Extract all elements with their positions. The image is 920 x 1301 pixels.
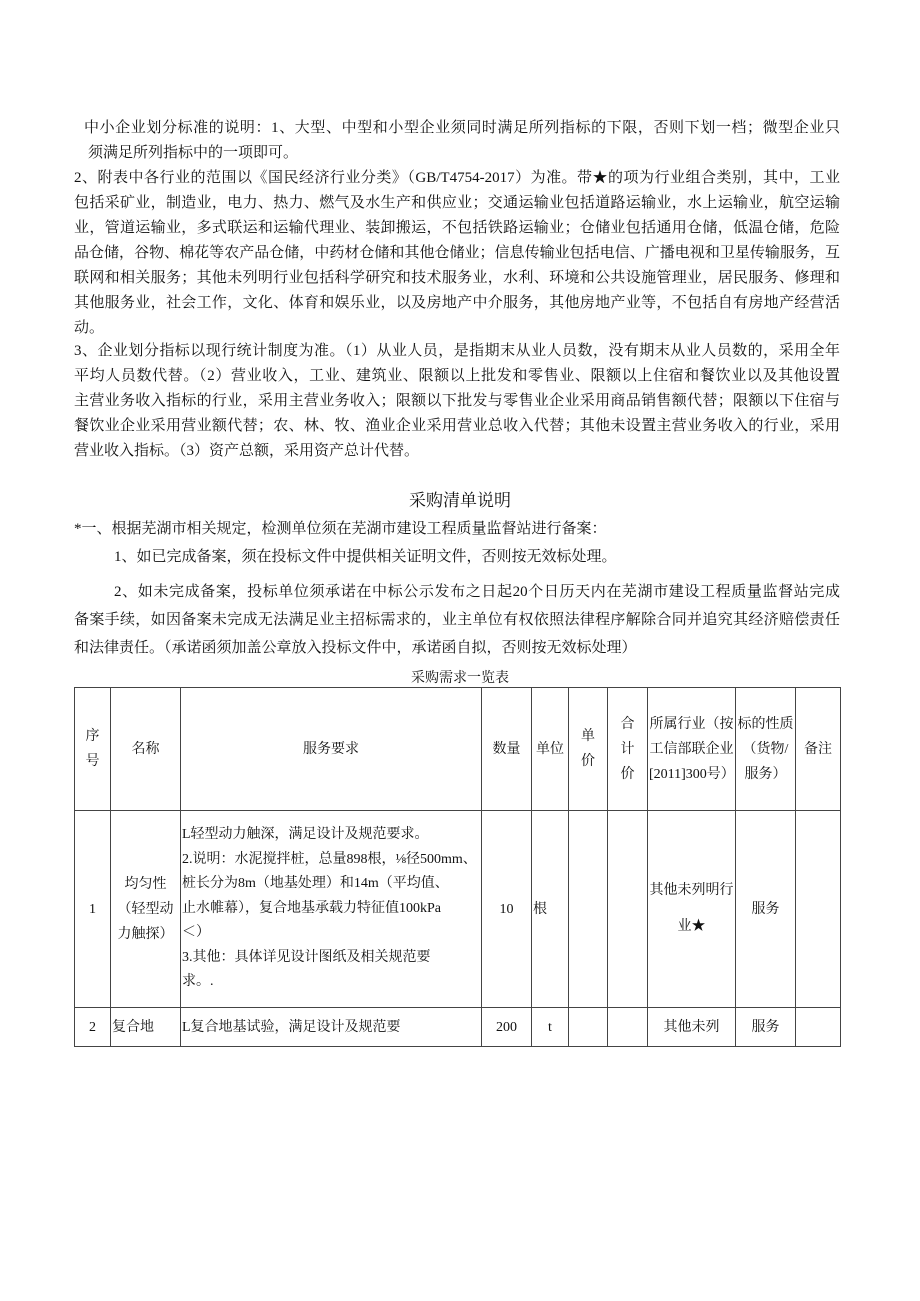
- row-industry: 其他未列明行业★: [648, 811, 736, 1008]
- req-line: ＜）: [182, 925, 210, 941]
- header-remark: 备注: [796, 688, 841, 811]
- row-remark: [796, 811, 841, 1008]
- table-row: [75, 1008, 841, 1047]
- row-unit: 根: [532, 811, 569, 1008]
- req-line: 3.其他：具体详见设计图纸及相关规范要: [182, 949, 431, 965]
- row-no: 2: [75, 1008, 111, 1047]
- row-unit: t: [532, 1008, 569, 1047]
- section-title: 采购清单说明: [409, 491, 511, 510]
- row-nature: 服务: [736, 1008, 796, 1047]
- req-line: 桩长分为8m（地基处理）和14m（平均值、: [182, 876, 449, 892]
- header-quantity: 数量: [482, 688, 532, 811]
- note-line: 业，管道运输业，多式联运和运输代理业、装卸搬运，不包括铁路运输业；仓储业包括通用仓储，低温仓储，危险: [74, 220, 840, 236]
- procurement-table: [74, 687, 841, 1047]
- row-unit-price: [569, 1008, 608, 1047]
- req-line: 求。.: [182, 974, 214, 990]
- row-industry: 其他未列: [648, 1008, 736, 1047]
- note-line: 其他服务业，社会工作，文化、体育和娱乐业，以及房地产中介服务，其他房地产业等，不包括自有房地产经营活: [74, 295, 840, 311]
- row-quantity: 10: [482, 811, 532, 1008]
- header-requirements: 服务要求: [181, 688, 482, 811]
- row-no: 1: [75, 811, 111, 1008]
- row-total-price: [608, 1008, 648, 1047]
- note-line: 品仓储，谷物、棉花等农产品仓储，中药材仓储和其他仓储业；信息传输业包括电信、广播电视和卫星传输服务，互: [74, 245, 840, 261]
- note-line: 餐饮业企业采用营业额代替；农、林、牧、渔业企业采用营业总收入代替；其他未设置主营业务收入的行业，采用: [74, 418, 840, 434]
- note-line: 中小企业划分标准的说明：1、大型、中型和小型企业须同时满足所列指标的下限，否则下划一档；微型企业只: [84, 120, 840, 136]
- row-name: 均匀性（轻型动力触探）: [111, 811, 181, 1008]
- row-quantity: 200: [482, 1008, 532, 1047]
- row-total-price: [608, 811, 648, 1008]
- procurement-note-line: *一、根据芜湖市相关规定，检测单位须在芜湖市建设工程质量监督站进行备案：: [74, 521, 607, 537]
- req-line: 2.说明：水泥搅拌桩，总量898根，⅛径500mm、: [182, 851, 477, 867]
- req-line: L轻型动力触深，满足设计及规范要求。: [182, 827, 429, 843]
- note-line: 动。: [74, 320, 105, 336]
- header-industry: 所属行业（按工信部联企业[2011]300号）: [648, 688, 736, 811]
- note-line: 平均人员数代替。（2）营业收入，工业、建筑业、限额以上批发和零售业、限额以上住宿和餐饮业以及其他设置: [74, 368, 840, 384]
- note-line: 包括采矿业，制造业，电力、热力、燃气及水生产和供应业；交通运输业包括道路运输业，水上运输业，航空运输: [74, 195, 840, 211]
- procurement-note-line: 备案手续，如因备案未完成无法满足业主招标需求的，业主单位有权依照法律程序解除合同并追究其经济赔偿责任: [74, 612, 840, 628]
- note-line: 联网和相关服务；其他未列明行业包括科学研究和技术服务业，水利、环境和公共设施管理业，居民服务、修理和: [74, 270, 840, 286]
- table-row: [75, 811, 841, 1008]
- note-line: 3、企业划分指标以现行统计制度为准。（1）从业人员，是指期末从业人员数，没有期末从业人员数的，采用全年: [74, 343, 840, 359]
- row-nature: 服务: [736, 811, 796, 1008]
- header-unit: 单位: [532, 688, 569, 811]
- procurement-note-line: 1、如已完成备案，须在投标文件中提供相关证明文件，否则按无效标处理。: [114, 549, 617, 565]
- table-header-row: [75, 688, 841, 811]
- header-total-price: 合计价: [608, 688, 648, 811]
- row-requirements: L复合地基试验，满足设计及规范要: [181, 1008, 482, 1047]
- note-line: 须满足所列指标中的一项即可。: [88, 145, 299, 161]
- header-unit-price: 单价: [569, 688, 608, 811]
- row-name: 复合地: [111, 1008, 181, 1047]
- note-line: 2、附表中各行业的范围以《国民经济行业分类》（GB/T4754-2017）为准。带★的项为行业组合类别，其中，工业: [74, 170, 840, 186]
- row-unit-price: [569, 811, 608, 1008]
- procurement-note-line: 2、如未完成备案，投标单位须承诺在中标公示发布之日起20个日历天内在芜湖市建设工程质量监督站完成: [114, 584, 840, 600]
- row-remark: [796, 1008, 841, 1047]
- header-name: 名称: [111, 688, 181, 811]
- procurement-note-line: 和法律责任。（承诺函须加盖公章放入投标文件中，承诺函自拟，否则按无效标处理）: [74, 640, 637, 656]
- note-line: 营业收入指标。（3）资产总额，采用资产总计代替。: [74, 443, 420, 459]
- table-title: 采购需求一览表: [411, 671, 509, 686]
- header-nature: 标的性质（货物/服务）: [736, 688, 796, 811]
- note-line: 主营业务收入指标的行业，采用主营业务收入；限额以下批发与零售业企业采用商品销售额代替；限额以下住宿与: [74, 393, 840, 409]
- req-line: 止水帷幕），复合地基承载力特征值100kPa: [182, 900, 441, 916]
- row-requirements: [181, 811, 482, 1008]
- header-no: 序号: [75, 688, 111, 811]
